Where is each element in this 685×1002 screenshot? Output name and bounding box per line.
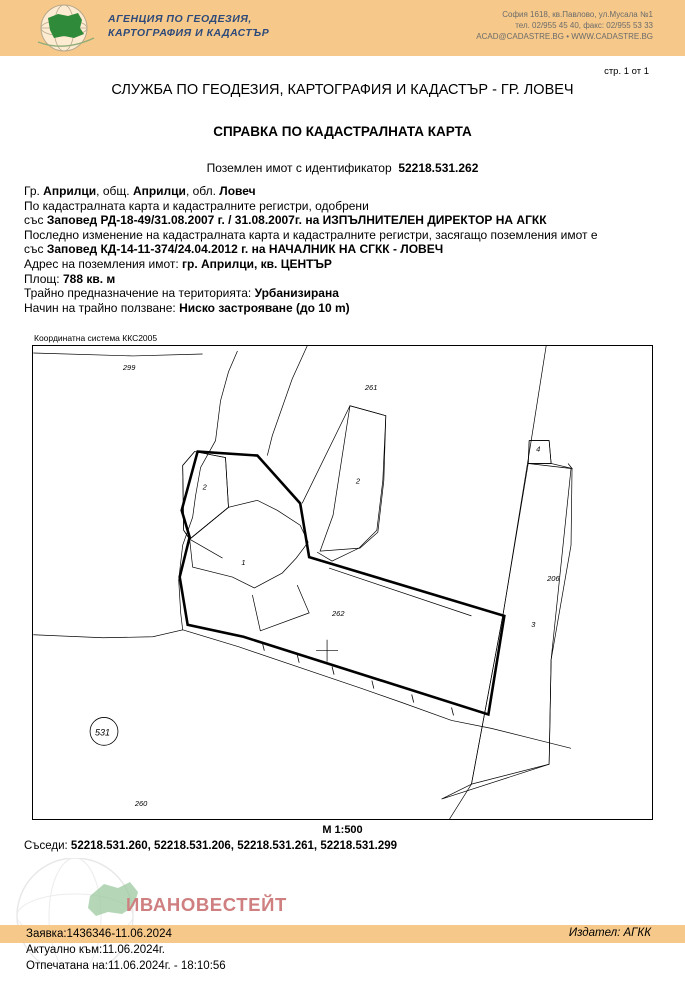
label-block-531: 531 [95, 727, 110, 738]
label-260: 260 [134, 799, 148, 809]
agency-name [108, 12, 269, 40]
neighbors-line [24, 840, 397, 852]
label-building-3: 3 [531, 619, 536, 629]
address-line: Адрес на поземления имот: гр. Априлци, кв. ЦЕНТЪР [24, 256, 332, 271]
parcel-262-boundary [180, 452, 505, 715]
publisher: Издател: АГКК [568, 927, 651, 939]
actual-line: Актуално към:11.06.2024г. [26, 944, 165, 956]
identifier-value: 52218.531.262 [398, 161, 479, 175]
order-2-line: със Заповед КД-14-11-374/24.04.2012 г. на НАЧАЛНИК НА СГКК - ЛОВЕЧ [24, 242, 444, 257]
globe-bulgaria-logo [34, 2, 98, 54]
location-line: Гр. Априлци, общ. Априлци, обл. Ловеч [24, 184, 256, 198]
identifier-label: Поземлен имот с идентификатор [206, 161, 392, 175]
contact-block [476, 9, 653, 42]
printed-line: Отпечатана на:11.06.2024г. - 18:10:56 [26, 960, 226, 972]
property-identifier-line [0, 161, 685, 175]
watermark-text: ИВАНОВЕСТЕЙТ [126, 894, 287, 915]
agency-line-2: КАРТОГРАФИЯ И КАДАСТЪР [108, 27, 270, 39]
property-info [24, 184, 598, 315]
label-building-2-left: 2 [202, 482, 207, 492]
coordinate-system: Координатна система ККС2005 [34, 333, 158, 343]
last-change-line: Последно изменение на кадастралната карта и кадастралните регистри, засягащо поземления имот е [24, 227, 598, 242]
area-line: Площ: 788 кв. м [24, 271, 116, 286]
document-title: СПРАВКА ПО КАДАСТРАЛНАТА КАРТА [213, 124, 472, 139]
neighbors-value: 52218.531.260, 52218.531.206, 52218.531.261, 52218.531.299 [70, 840, 398, 852]
usage-line: Начин на трайно ползване: Ниско застрояване (до 10 m) [24, 300, 350, 315]
label-299: 299 [122, 362, 136, 372]
page-number: стр. 1 от 1 [604, 66, 649, 77]
request-line: Заявка:1436346-11.06.2024 [26, 928, 172, 940]
neighbors-label: Съседи: [24, 840, 71, 852]
buildings [183, 406, 571, 784]
building-2-right [320, 406, 386, 551]
contact-address: София 1618, кв.Павлово, ул.Мусала №1 [502, 10, 653, 19]
map-scale: М 1:500 [322, 824, 363, 836]
building-1 [190, 500, 308, 588]
label-206: 206 [547, 574, 560, 584]
label-261: 261 [364, 382, 378, 392]
service-title: СЛУЖБА ПО ГЕОДЕЗИЯ, КАРТОГРАФИЯ И КАДАСТЪР - ГР. ЛОВЕЧ [111, 82, 574, 98]
label-building-2-right: 2 [355, 476, 361, 486]
contact-web: ACAD@CADASTRE.BG • WWW.CADASTRE.BG [476, 32, 653, 41]
approved-line: По кадастралната карта и кадастралните регистри, одобрени [24, 198, 369, 213]
cadastral-map [32, 345, 653, 820]
parcel-boundaries [33, 346, 572, 819]
boundary-ticks [262, 643, 453, 716]
contact-phone: тел. 02/955 45 40, факс: 02/955 53 33 [515, 21, 653, 30]
label-262: 262 [332, 608, 345, 618]
label-building-1: 1 [241, 558, 246, 568]
agency-line-1: АГЕНЦИЯ ПО ГЕОДЕЗИЯ, [108, 13, 252, 25]
label-building-4: 4 [536, 444, 541, 454]
centroid-cross-icon [316, 640, 338, 662]
purpose-line: Трайно предназначение на територията: Урбанизирана [24, 286, 339, 301]
header-bar [0, 0, 685, 56]
order-1-line: със Заповед РД-18-49/31.08.2007 г. / 31.08.2007г. на ИЗПЪЛНИТЕЛЕН ДИРЕКТОР НА АГКК [24, 213, 547, 228]
